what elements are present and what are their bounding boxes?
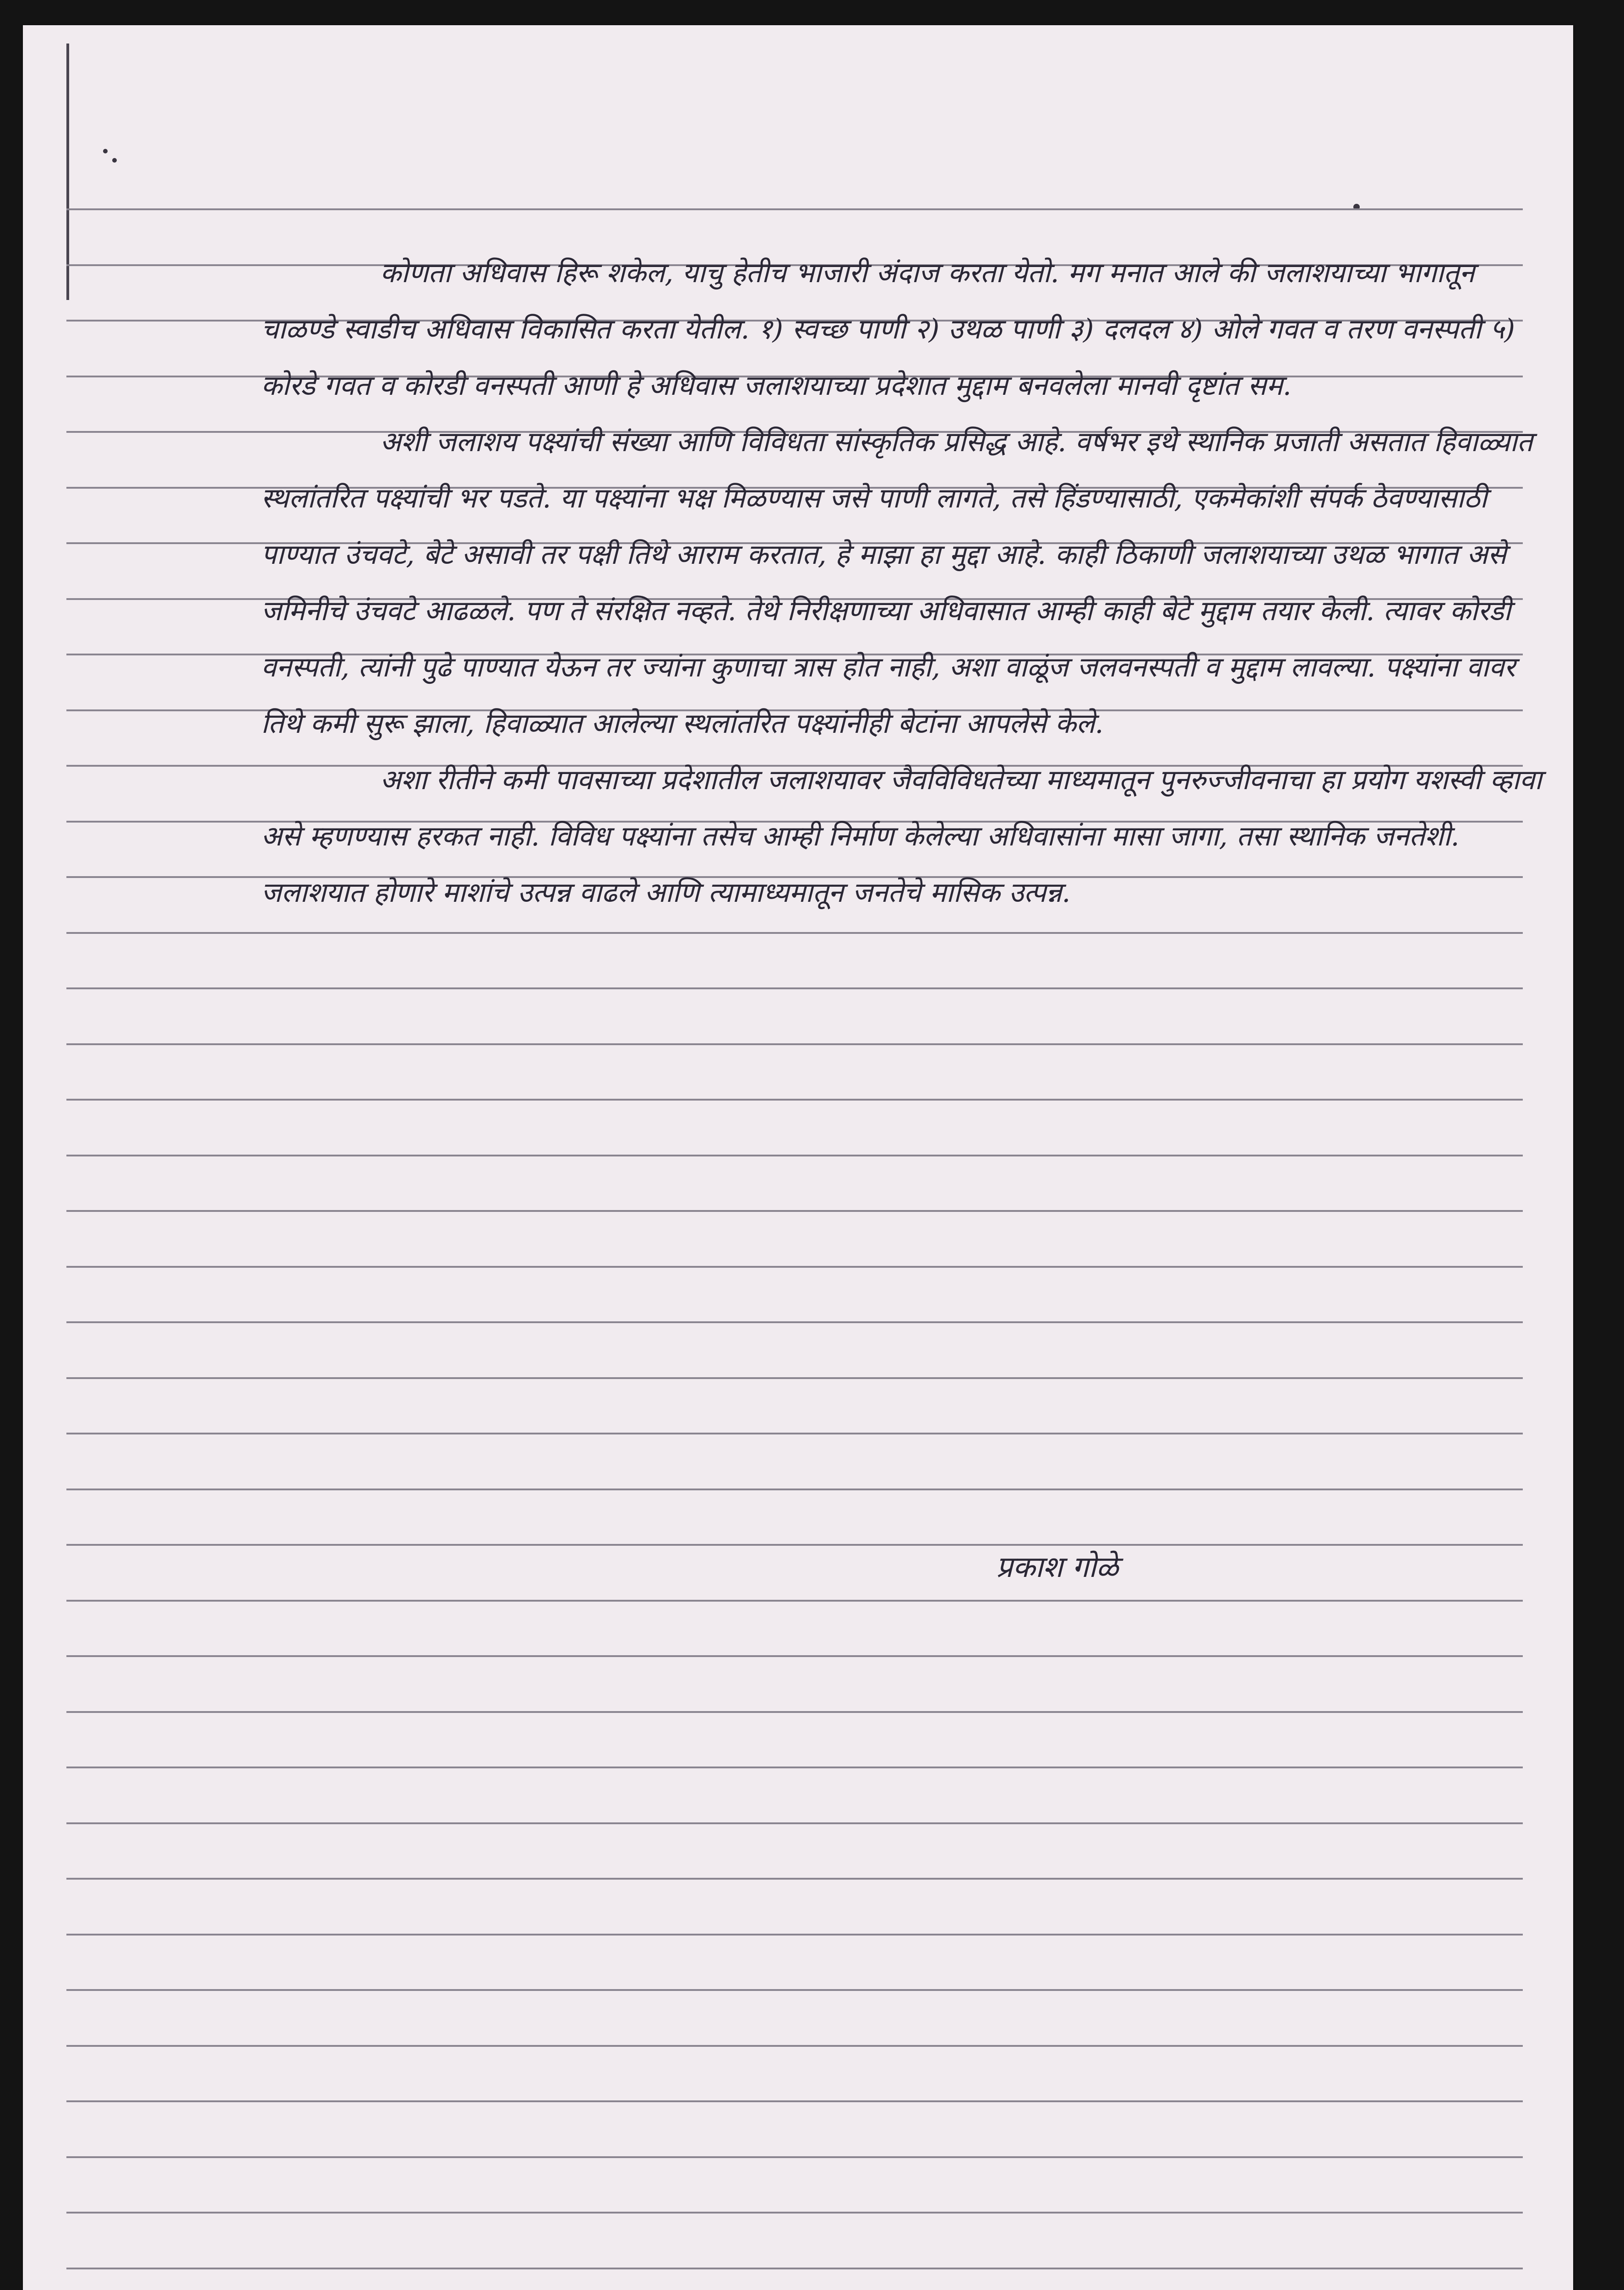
ruled-line bbox=[66, 2212, 1523, 2214]
ruled-line bbox=[66, 1655, 1523, 1657]
ruled-line bbox=[66, 2156, 1523, 2158]
ruled-line bbox=[66, 987, 1523, 989]
ruled-line bbox=[66, 2045, 1523, 2047]
ruled-line bbox=[66, 1321, 1523, 1323]
ruled-line bbox=[66, 932, 1523, 934]
ruled-line bbox=[66, 1155, 1523, 1156]
handwritten-page bbox=[23, 25, 1573, 2290]
ruled-line bbox=[66, 1210, 1523, 1212]
ruled-line bbox=[66, 2268, 1523, 2269]
ruled-line bbox=[66, 1043, 1523, 1045]
margin-line bbox=[66, 44, 69, 300]
ruled-line bbox=[66, 2100, 1523, 2102]
ruled-line bbox=[66, 1544, 1523, 1546]
ruled-line bbox=[66, 1934, 1523, 1936]
ruled-line bbox=[66, 1488, 1523, 1490]
ruled-line bbox=[66, 1433, 1523, 1434]
ruled-line bbox=[66, 1878, 1523, 1880]
paragraph-3: अशा रीतीने कमी पावसाच्या प्रदेशातील जलाशयावर जैवविविधतेच्या माध्यमातून पुनरुज्जीवनाचा हा प्रयोग यशस्वी व्हावा असे म्हणण्यास हरकत नाही. विविध पक्ष्यांना तसेच आम्ही निर्माण केलेल्या अधिवासांना मासा जागा, तसा स्थानिक जनतेशी. जलाशयात होणारे माशांचे उत्पन्न वाढले आणि त्यामाध्यमातून जनतेचे मासिक उत्पन्न. bbox=[261, 764, 1542, 909]
ruled-line bbox=[66, 1822, 1523, 1824]
letter-body bbox=[261, 245, 1543, 921]
ruled-line bbox=[66, 208, 1523, 210]
ruled-line bbox=[66, 1099, 1523, 1101]
signature: प्रकाश गोळे bbox=[996, 1550, 1119, 1584]
ruled-line bbox=[66, 1266, 1523, 1268]
ruled-line bbox=[66, 1711, 1523, 1713]
ruled-line bbox=[66, 1600, 1523, 1602]
ruled-line bbox=[66, 1989, 1523, 1991]
paper-speck bbox=[112, 158, 117, 163]
ruled-line bbox=[66, 1377, 1523, 1379]
paragraph-2: अशी जलाशय पक्ष्यांची संख्या आणि विविधता सांस्कृतिक प्रसिद्ध आहे. वर्षभर इथे स्थानिक प्रजाती असतात हिवाळ्यात स्थलांतरित पक्ष्यांची भर पडते. या पक्ष्यांना भक्ष मिळण्यास जसे पाणी लागते, तसे हिंडण्यासाठी, एकमेकांशी संपर्क ठेवण्यासाठी पाण्यात उंचवटे, बेटे असावी तर पक्षी तिथे आराम करतात, हे माझा हा मुद्दा आहे. काही ठिकाणी जलाशयाच्या उथळ भागात असे जमिनीचे उंचवटे आढळले. पण ते संरक्षित नव्हते. तेथे निरीक्षणाच्या अधिवासात आम्ही काही बेटे मुद्दाम तयार केली. त्यावर कोरडी वनस्पती, त्यांनी पुढे पाण्यात येऊन तर ज्यांना कुणाचा त्रास होत नाही, अशा वाळूंज जलवनस्पती व मुद्दाम लावल्या. पक्ष्यांना वावर तिथे कमी सुरू झाला, हिवाळ्यात आलेल्या स्थलांतरित पक्ष्यांनीही बेटांना आपलेसे केले. bbox=[261, 426, 1533, 740]
paper-speck bbox=[103, 149, 108, 153]
paragraph-1: कोणता अधिवास हिरू शकेल, याचु हेतीच भाजारी अंदाज करता येतो. मग मनात आले की जलाशयाच्या भागातून चाळण्डे स्वाडीच अधिवास विकासित करता येतील. १) स्वच्छ पाणी २) उथळ पाणी ३) दलदल ४) ओले गवत व तरण वनस्पती ५) कोरडे गवत व कोरडी वनस्पती आणी हे अधिवास जलाशयाच्या प्रदेशात मुद्दाम बनवलेला मानवी दृष्टांत सम. bbox=[261, 257, 1515, 402]
ruled-line bbox=[66, 1767, 1523, 1768]
